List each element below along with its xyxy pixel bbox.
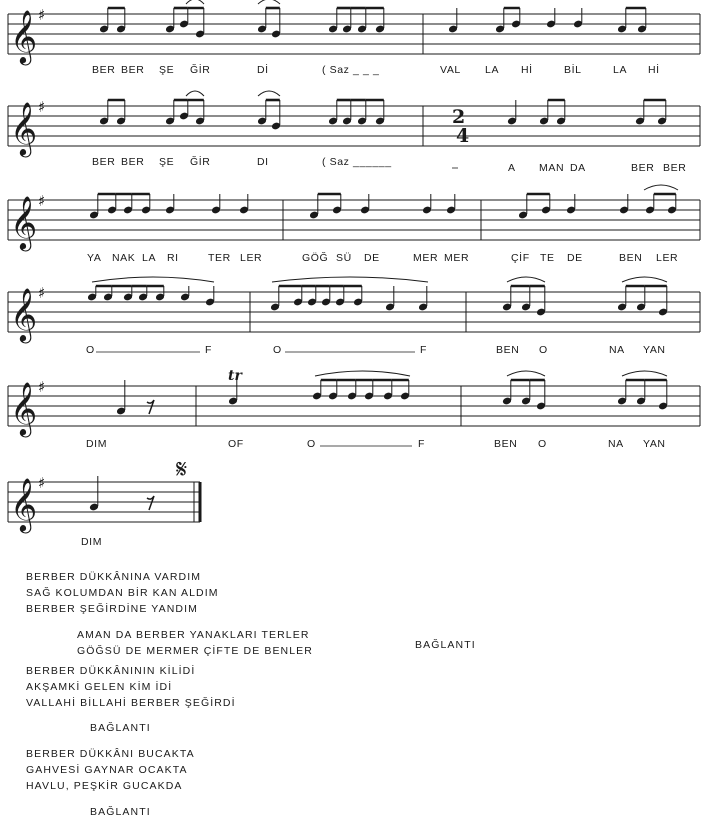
verse-line: AMAN DA BERBER YANAKLARI TERLER [77, 629, 310, 641]
lyric-syllable: O [307, 438, 316, 450]
lyric-syllable: BER [121, 156, 145, 168]
verse-line: AKŞAMKİ GELEN KİM İDİ [26, 681, 173, 693]
segno-icon: 𝄋 [176, 455, 188, 485]
lyric-syllable: O [539, 344, 548, 356]
treble-clef-icon: 𝄞 [10, 9, 38, 63]
lyric-syllable: A [508, 162, 516, 174]
time-signature-top: 2 [452, 106, 466, 128]
lyric-syllable: YA [87, 252, 102, 264]
slur [507, 371, 545, 376]
lyric-syllable: O [538, 438, 547, 450]
verse-line: HAVLU, PEŞKİR GUCAKDA [26, 780, 183, 792]
lyric-syllable: BER [663, 162, 687, 174]
verse-line: SAĞ KOLUMDAN BİR KAN ALDIM [26, 587, 219, 599]
slur [644, 185, 678, 190]
lyric-syllable: NA [608, 438, 624, 450]
verse-2-label: BAĞLANTI [90, 722, 151, 734]
verse-line: GÖĞSÜ DE MERMER ÇİFTE DE BENLER [77, 645, 313, 657]
verse-line: BERBER ŞEĞİRDİNE YANDIM [26, 603, 198, 615]
sharp-icon: ♯ [38, 378, 46, 396]
sharp-icon: ♯ [38, 474, 46, 492]
treble-clef-icon: 𝄞 [10, 477, 38, 531]
lyric-syllable: Hİ [648, 64, 660, 76]
lyric-syllable: ŞE [159, 64, 175, 76]
sharp-icon: ♯ [38, 6, 46, 24]
sharp-icon: ♯ [38, 98, 46, 116]
slur [186, 91, 204, 96]
chorus-label: BAĞLANTI [415, 639, 476, 651]
lyric-syllable: RI [167, 252, 179, 264]
lyric-syllable: MER [413, 252, 439, 264]
lyric-syllable: BER [92, 156, 116, 168]
treble-clef-icon: 𝄞 [10, 287, 38, 341]
lyric-syllable: NA [609, 344, 625, 356]
lyric-syllable: O [273, 344, 282, 356]
lyric-syllable: Hİ [521, 64, 533, 76]
verse-line: VALLAHİ BİLLAHİ BERBER ŞEĞİRDİ [26, 697, 236, 709]
lyric-syllable: ( Saz _ _ _ [322, 64, 380, 76]
eighth-rest-icon [147, 400, 154, 414]
lyric-syllable: TER [208, 252, 231, 264]
verse-3 [26, 746, 195, 794]
lyric-syllable: BER [92, 64, 116, 76]
slur [186, 0, 204, 4]
slur [258, 91, 280, 96]
lyric-syllable: MER [444, 252, 470, 264]
chorus [77, 627, 313, 659]
lyric-syllable: Dİ [257, 64, 269, 76]
lyric-syllable: ŞE [159, 156, 175, 168]
verse-1 [26, 569, 219, 617]
time-signature-bottom: 4 [456, 125, 470, 147]
lyric-syllable: ĞİR [190, 64, 211, 76]
lyric-syllable: DIM [86, 438, 108, 450]
lyric-syllable: DIM [81, 536, 103, 548]
lyric-syllable: DE [567, 252, 583, 264]
trill-ornament: tr [228, 368, 242, 384]
lyric-syllable: LA [613, 64, 628, 76]
treble-clef-icon: 𝄞 [10, 101, 38, 155]
treble-clef-icon: 𝄞 [10, 381, 38, 435]
lyric-syllable: NAK [112, 252, 136, 264]
lyric-syllable: LA [142, 252, 157, 264]
lyric-syllable: TE [540, 252, 555, 264]
lyric-syllable: F [205, 344, 213, 356]
lyric-syllable: O [86, 344, 95, 356]
verse-line: GAHVESİ GAYNAR OCAKTA [26, 764, 188, 776]
lyric-syllable: BER [631, 162, 655, 174]
eighth-rest-icon [147, 496, 154, 510]
lyric-syllable: DE [364, 252, 380, 264]
lyric-syllable: YAN [643, 438, 666, 450]
lyric-syllable: BEN [494, 438, 518, 450]
lyric-syllable: OF [228, 438, 244, 450]
slur [622, 277, 667, 282]
sharp-icon: ♯ [38, 284, 46, 302]
treble-clef-icon: 𝄞 [10, 195, 38, 249]
lyric-syllable: VAL [440, 64, 461, 76]
slur [507, 277, 545, 282]
lyric-syllable: YAN [643, 344, 666, 356]
slur [92, 277, 214, 282]
lyric-syllable: MAN [539, 162, 565, 174]
lyric-syllable: F [420, 344, 428, 356]
lyric-syllable: ÇİF [511, 252, 530, 264]
sharp-icon: ♯ [38, 192, 46, 210]
lyric-syllable: ĞİR [190, 156, 211, 168]
slur [272, 277, 428, 282]
lyric-syllable: LER [240, 252, 263, 264]
slur [258, 0, 280, 4]
lyric-syllable: LA [485, 64, 500, 76]
lyric-syllable: BEN [496, 344, 520, 356]
lyric-syllable: DA [570, 162, 586, 174]
slur [622, 371, 667, 376]
verse-line: BERBER DÜKKÂNINA VARDIM [26, 571, 202, 583]
lyric-syllable: BEN [619, 252, 643, 264]
verse-2 [26, 663, 236, 711]
lyric-syllable: DI [257, 156, 269, 168]
verse-3-label: BAĞLANTI [90, 806, 151, 818]
verse-line: BERBER DÜKKÂNI BUCAKTA [26, 748, 195, 760]
lyric-syllable: BER [121, 64, 145, 76]
verse-line: BERBER DÜKKÂNININ KİLİDİ [26, 665, 196, 677]
lyric-syllable: ( Saz ______ [322, 156, 392, 168]
lyric-syllable: BİL [564, 64, 582, 76]
lyric-syllable: SÜ [336, 252, 352, 264]
lyric-syllable: LER [656, 252, 679, 264]
slur [315, 371, 410, 376]
lyric-syllable: F [418, 438, 426, 450]
lyric-syllable: GÖĞ [302, 252, 329, 264]
